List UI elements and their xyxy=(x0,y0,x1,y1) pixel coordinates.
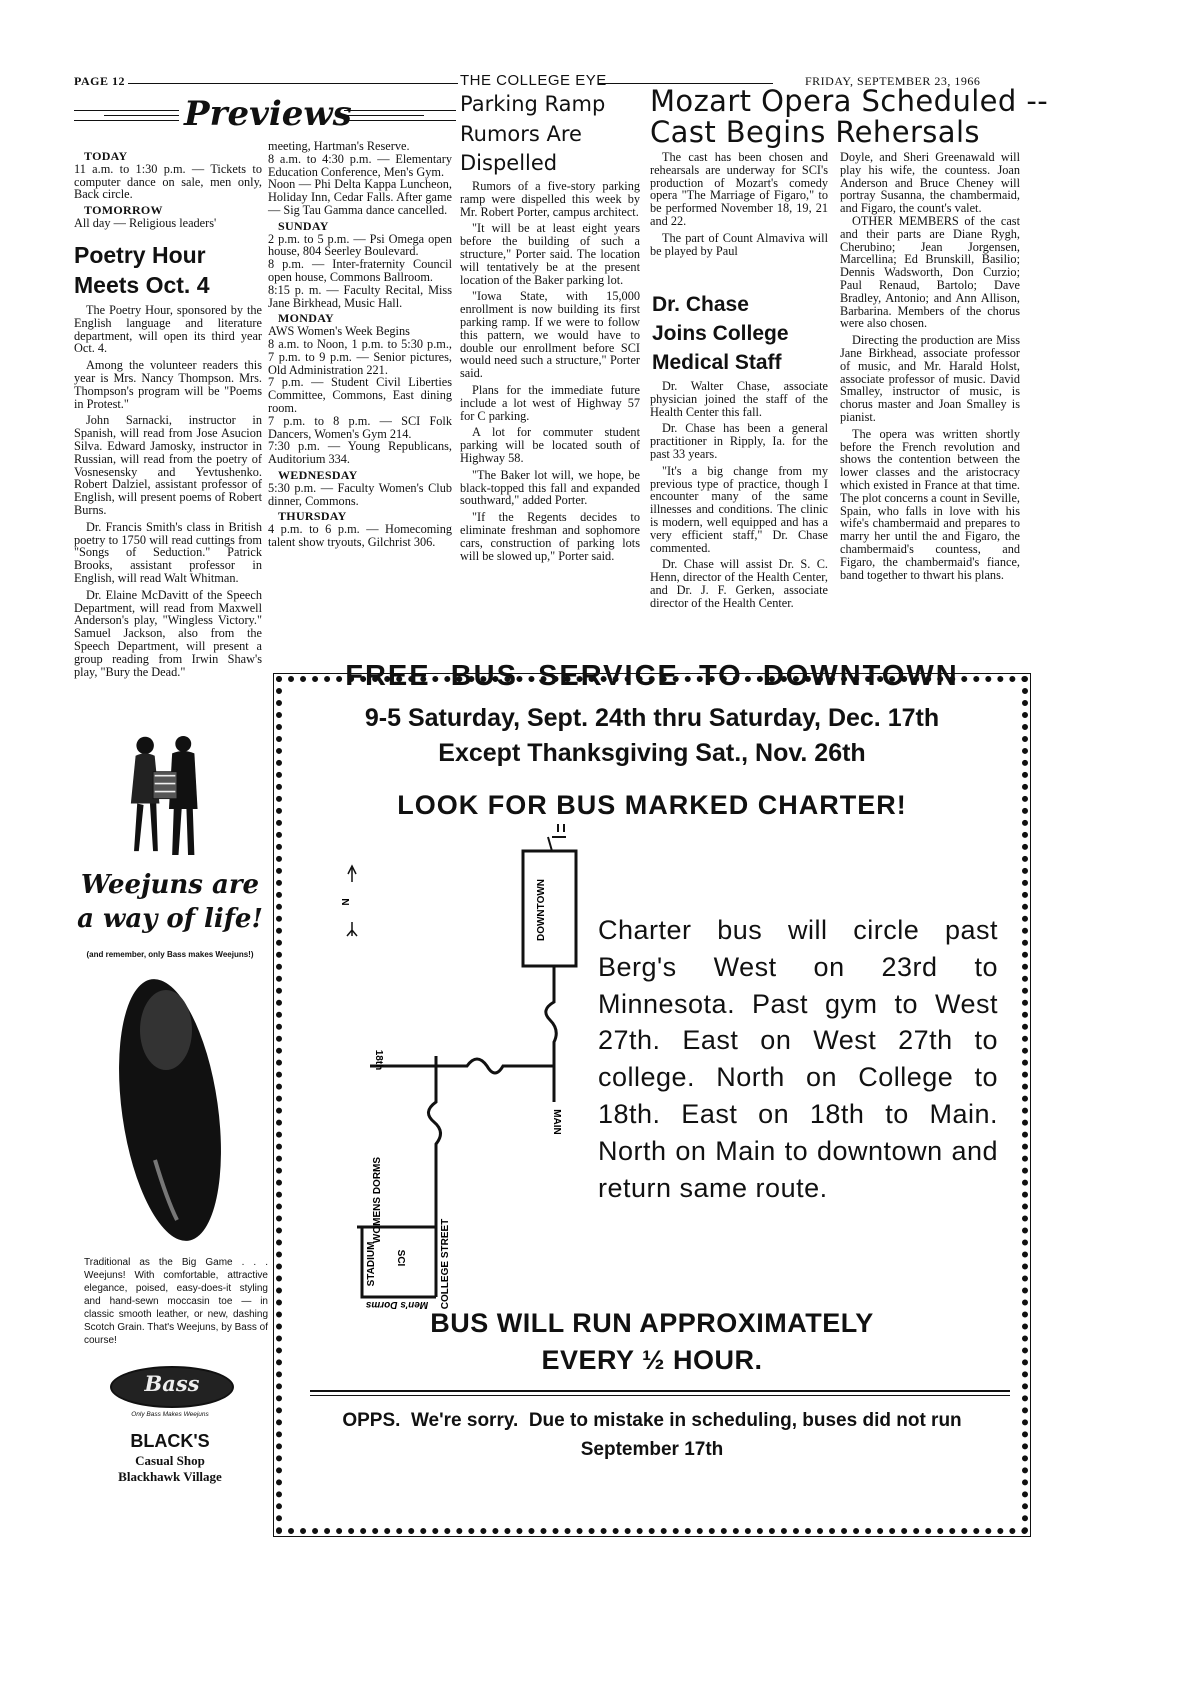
frequency-line-2: EVERY ½ HOUR. xyxy=(541,1345,763,1375)
header-rule xyxy=(128,83,458,84)
day-heading: MONDAY xyxy=(278,311,335,326)
college-street-line xyxy=(428,1056,440,1297)
headline-line: Dr. Chase xyxy=(652,293,749,316)
paragraph: 5:30 p.m. — Faculty Women's Club dinner, Commons. xyxy=(268,480,452,508)
bass-logo: Bass xyxy=(110,1366,234,1408)
previews-column-1 xyxy=(74,147,262,230)
page-number: PAGE 12 xyxy=(74,74,125,88)
paragraph: 8:15 p. m. — Faculty Recital, Miss Jane Birkhead, Music Hall. xyxy=(268,282,452,310)
ad-dates: 9-5 Saturday, Sept. 24th thru Saturday, Dec. 17th xyxy=(364,704,940,732)
paragraph: Doyle, and Sheri Greenawald will play his wife, the countess. Joan Anderson and Bruce Cheney will portray Susanna, the chambermaid, and Figaro, the count's valet. xyxy=(840,150,1020,216)
paragraph: meeting, Hartman's Reserve. xyxy=(268,139,410,153)
paragraph: "The Baker lot will, we hope, be black-topped this fall and expanded southward," added Porter. xyxy=(460,467,640,508)
ad-title: FREE BUS SERVICE TO DOWNTOWN xyxy=(345,660,959,692)
paragraph: 8 p.m. — Inter-fraternity Council open house, Commons Ballroom. xyxy=(268,257,452,284)
paragraph: 7 p.m. — Student Civil Liberties Committee, Commons, East dining room. xyxy=(268,375,452,415)
day-heading: TODAY xyxy=(84,149,128,163)
paragraph: "It will be at least eight years before the building of such a structure," Porter said. The location will tentatively be at the present location of the Baker parking lot. xyxy=(460,221,640,287)
weejuns-body: Traditional as the Big Game . . . Weejuns! With comfortable, attractive elegance, poised, easy-does-it styling and hand-sewn moccasin toe — in classic smooth leather, or new, dashing Scotch Grain. That's Weejuns, by Bass of course! xyxy=(84,1257,268,1346)
paragraph: Directing the production are Miss Jane Birkhead, associate professor of music, and Mr. Harald Holst, associate professor of music. David Smalley, instructor of music, is chorus master and Joan Smalley is pianist. xyxy=(840,333,1020,424)
parking-headline xyxy=(460,90,605,179)
north-label: N xyxy=(339,898,350,906)
parking-article xyxy=(460,180,640,566)
paragraph: 8 a.m. to Noon, 1 p.m. to 5:30 p.m., 7 p.m. to 9 p.m. — Senior pictures, Old Administration 221. xyxy=(268,336,452,377)
route-description: Charter bus will circle past Berg's West on 23rd to Minnesota. Past gym to West 27th. East on West 27th to college. North on College to 18th. East on 18th to Main. North on Main to downtown and return same route. xyxy=(598,915,998,1203)
weejuns-note: (and remember, only Bass makes Weejuns!) xyxy=(86,950,254,959)
day-heading: TOMORROW xyxy=(84,203,163,218)
apology-line-2: September 17th xyxy=(580,1439,724,1460)
weejuns-slogan: Weejuns are a way of life! xyxy=(77,870,263,934)
paragraph: Dr. Chase has been a general practitioner in Ripply, Ia. for the past 33 years. xyxy=(650,421,828,461)
paragraph: The Poetry Hour, sponsored by the English language and literature department, will open its third year Oct. 4. xyxy=(74,303,262,356)
loafer-shoe-image xyxy=(100,970,240,1250)
headline-line: Medical Staff xyxy=(652,351,782,374)
paper-title: THE COLLEGE EYE xyxy=(460,72,607,89)
ad-exception: Except Thanksgiving Sat., Nov. 26th xyxy=(438,739,866,767)
college-street-label: COLLEGE STREET xyxy=(440,1218,451,1310)
paragraph: Among the volunteer readers this year is Mrs. Nancy Thompson. Mrs. Thompson's program will be "Poems in Protest." xyxy=(74,358,262,411)
ad-look-for: LOOK FOR BUS MARKED CHARTER! xyxy=(397,790,907,820)
paragraph: 7:30 p.m. — Young Republicans, Auditorium 334. xyxy=(268,439,452,467)
day-heading: WEDNESDAY xyxy=(278,467,358,482)
previews-column-2 xyxy=(268,140,452,549)
frequency-line-1: BUS WILL RUN APPROXIMATELY xyxy=(430,1308,874,1338)
paragraph: A lot for commuter student parking will be located south of Highway 58. xyxy=(460,425,640,465)
paragraph: The opera was written shortly before the French revolution and shows the contention between the lower classes and the aristocracy which existed in France at that time. The plot concerns a count in Seville, Spain, who falls in love with his wife's chambermaid and prepares to marry her until the and Figaro, the chambermaid's countess, and Figaro, the chambermaid's fiance, band together to thwart his plans. xyxy=(840,426,1020,582)
chase-headline xyxy=(652,290,789,377)
headline-line: Dispelled xyxy=(460,151,558,175)
paragraph: All day — Religious leaders' xyxy=(74,215,217,230)
issue-date: FRIDAY, SEPTEMBER 23, 1966 xyxy=(805,74,981,88)
headline-line: Rumors Are xyxy=(460,121,582,146)
18th-label: 18th xyxy=(373,1049,384,1071)
ad-divider xyxy=(310,1390,1010,1396)
paragraph: Plans for the immediate future include a lot west of Highway 57 for C parking. xyxy=(460,382,640,423)
street-18th-line xyxy=(370,1059,554,1073)
paragraph: Dr. Walter Chase, associate physician joined the staff of the Health Center this fall. xyxy=(650,379,828,419)
poetry-headline: Poetry Hour Meets Oct. 4 xyxy=(74,242,210,298)
paragraph: Noon — Phi Delta Kappa Luncheon, Holiday Inn, Cedar Falls. After game — Sig Tau Gamma dance cancelled. xyxy=(268,177,452,217)
paragraph: The part of Count Almaviva will be played by Paul xyxy=(650,230,828,258)
bus-service-ad xyxy=(276,660,1028,1534)
paragraph: OTHER MEMBERS of the cast and their parts are Diane Rygh, Cherubino; Jean Jorgensen, Marcellina; Ed Brunskill, Basilio; Dennis Wadsworth, Don Curzio; Paul Renaud, Bartolo; Dave Bradley, Antonio; and Ann Allison, Barbarina. Members of the chorus were also chosen. xyxy=(840,213,1020,331)
paragraph: 11 a.m. to 1:30 p.m. — Tickets to computer dance on sale, men only, Back circle. xyxy=(74,161,262,202)
womens-dorms-label: WOMENS DORMS xyxy=(372,1156,383,1244)
day-heading: SUNDAY xyxy=(278,218,329,233)
paragraph: "Iowa State, with 15,000 enrollment is now building its first parking ramp. If we were to follow this pattern, we would have to double our enrollment before SCI would need such a structure," Porter said. xyxy=(460,289,640,381)
paragraph: 2 p.m. to 5 p.m. — Psi Omega open house, 804 Seerley Boulevard. xyxy=(268,231,452,259)
downtown-label: DOWNTOWN xyxy=(536,878,547,942)
chase-article xyxy=(650,380,828,614)
paragraph: Dr. Chase will assist Dr. S. C. Henn, director of the Health Center, and Dr. J. F. Gerken, associate director of the Health Center. xyxy=(650,557,828,610)
mozart-article-a xyxy=(650,151,828,261)
bass-tagline: Only Bass Makes Weejuns xyxy=(131,1411,209,1418)
paragraph: "It's a big change from my previous type of practice, though I encounter many of the same illnesses and conditions. The clinic is modern, well equipped and has a very efficient staff," Dr. Chase commented. xyxy=(650,463,828,555)
headline-line: Parking Ramp xyxy=(460,92,606,116)
paragraph: Rumors of a five-story parking ramp were dispelled this week by Mr. Robert Porter, campus architect. xyxy=(460,179,640,219)
main-street-line xyxy=(546,966,556,1102)
paragraph: AWS Women's Week Begins xyxy=(268,324,410,339)
previews-logo: Previews xyxy=(74,96,454,136)
downtown-block xyxy=(523,851,576,966)
store-name: BLACK'S xyxy=(130,1431,210,1451)
couple-photo xyxy=(100,728,230,863)
mens-dorms-label: Men's Dorms xyxy=(365,1299,429,1310)
headline-line: Joins College xyxy=(652,322,789,345)
paragraph: 4 p.m. to 6 p.m. — Homecoming talent show tryouts, Gilchrist 306. xyxy=(268,522,452,549)
apology-line-1: OPPS. We're sorry. Due to mistake in scheduling, buses did not run xyxy=(342,1410,962,1431)
main-label: MAIN xyxy=(551,1109,562,1135)
paragraph: Dr. Francis Smith's class in British poetry to 1750 will read cuttings from "Songs of Seduction." Patrick Brooks, assistant professor in English, will read Walt Whitman. xyxy=(74,519,262,585)
stadium-label: STADIUM xyxy=(366,1241,377,1287)
store-location: Blackhawk Village xyxy=(118,1469,222,1484)
paragraph: Dr. Elaine McDavitt of the Speech Department, will read from Maxwell Anderson's play, "Wingless Victory." Samuel Jackson, also from the Speech Department, will present a group reading from Irwin Shaw's play, "Bury the Dead." xyxy=(74,587,262,679)
paragraph: John Sarnacki, instructor in Spanish, will read from Jose Asucion Silva. Edward Jamosky, instructor in Russian, will read from the poetry of Vosnesensky and Yevtushenko. Robert Dalziel, assistant professor of English, will present poems of Robert Burns. xyxy=(74,413,262,517)
paragraph: The cast has been chosen and rehearsals are underway for SCI's production of Mozart's comedy opera "The Marriage of Figaro," to be performed November 18, 19, 21 and 22. xyxy=(650,150,828,228)
paragraph: 7 p.m. to 8 p.m. — SCI Folk Dancers, Women's Gym 214. xyxy=(268,413,452,441)
sci-label: SCI xyxy=(395,1249,406,1267)
paragraph: 8 a.m. to 4:30 p.m. — Elementary Education Conference, Men's Gym. xyxy=(268,151,452,179)
store-subtitle: Casual Shop xyxy=(135,1453,205,1468)
paragraph: "If the Regents decides to eliminate freshman and sophomore cars, construction of parking lots will be slowed up," Porter said. xyxy=(460,510,640,563)
mozart-headline: Mozart Opera Scheduled -- Cast Begins Rehersals xyxy=(650,84,1049,149)
day-heading: THURSDAY xyxy=(278,509,347,524)
poetry-article xyxy=(74,304,262,682)
mozart-article-b xyxy=(840,151,1020,585)
